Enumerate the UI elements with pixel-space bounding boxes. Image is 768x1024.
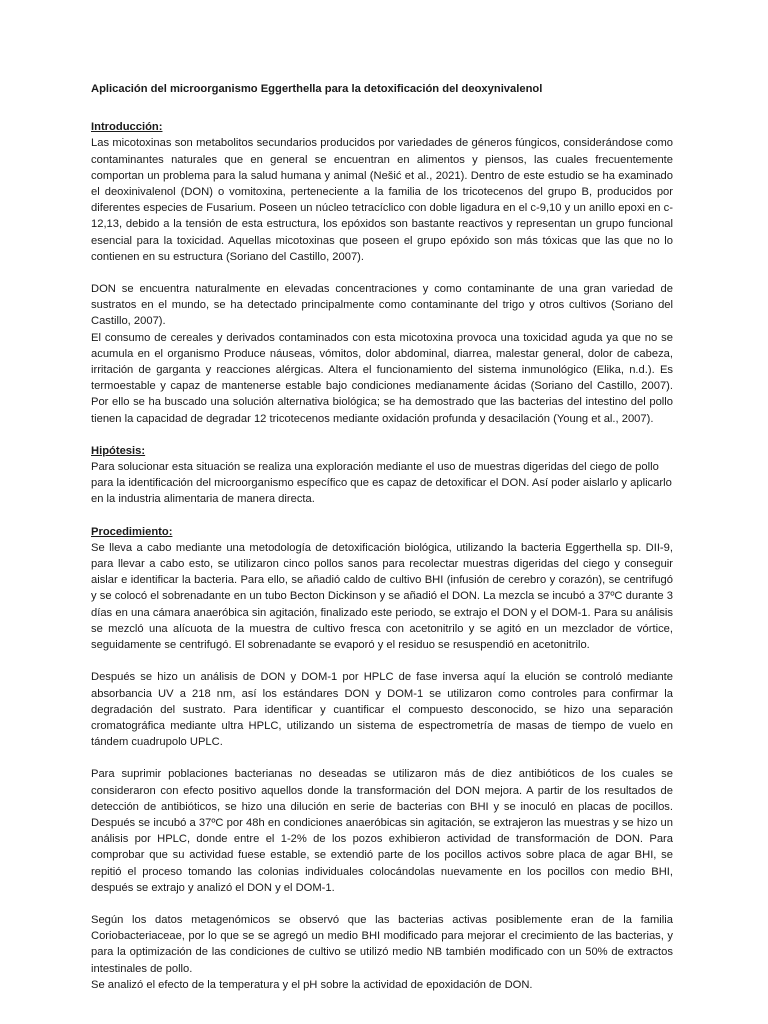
document-title: Aplicación del microorganismo Eggerthella para la detoxificación del deoxynivalenol [91, 83, 543, 95]
paragraph: Las micotoxinas son metabolitos secundarios producidos por variedades de géneros fúngicos, considerándose como contaminantes naturales que en general se encuentran en alimentos y piensos, las cuales frecuentemente comportan un problema para la salud humana y animal (Nešić et al., 2021). Dentro de este estudio se ha examinado el deoxinivalenol (DON) o vomitoxina, perteneciente a la familia de los tricotecenos del grupo B, producidos por diferentes especies de Fusarium. Poseen un núcleo tetracíclico con doble ligadura en el c-9,10 y un anillo epoxi en c-12,13, debido a la tensión de esta estructura, los epóxidos son bastante reactivos y representan un grupo funcional esencial para la toxicidad. Aquellas micotoxinas que poseen el grupo epóxido son más tóxicas que las que no lo contienen en su estructura (Soriano del Castillo, 2007). [91, 137, 673, 263]
paragraph: DON se encuentra naturalmente en elevadas concentraciones y como contaminante de una gran variedad de sustratos en el mundo, se ha detectado principalmente como contaminante del trigo y otros cultivos (Soriano del Castillo, 2007). [91, 283, 673, 328]
paragraph: Después se hizo un análisis de DON y DOM-1 por HPLC de fase inversa aquí la elución se controló mediante absorbancia UV a 218 nm, así los estándares DON y DOM-1 se utilizaron como controles para confirmar la degradación del sustrato. Para identificar y cuantificar el compuesto desconocido, se hizo una separación cromatográfica mediante ultra HPLC, utilizando un sistema de espectrometría de masas de tiempo de vuelo en tándem cuadrupolo UPLC. [91, 671, 673, 749]
section-heading-procedimiento: Procedimiento: [91, 525, 173, 538]
paragraph: El consumo de cereales y derivados contaminados con esta micotoxina provoca una toxicidad aguda ya que no se acumula en el organismo Produce náuseas, vómitos, dolor abdominal, diarrea, malestar general, dolor de cabeza, irritación de garganta y reacciones alérgicas. Altera el funcionamiento del sistema inmunológico (Elika, n.d.). Es termoestable y capaz de mantenerse estable bajo condiciones medianamente ácidas (Soriano del Castillo, 2007). Por ello se ha buscado una solución alternativa biológica; se ha demostrado que las bacterias del intestino del pollo tienen la capacidad de degradar 12 tricotecenos mediante oxidación profunda y desacilación (Young et al., 2007). [91, 331, 673, 425]
paragraph: Se analizó el efecto de la temperatura y el pH sobre la actividad de epoxidación de DON. [91, 978, 533, 991]
document-body [91, 81, 673, 993]
paragraph: Se lleva a cabo mediante una metodología de detoxificación biológica, utilizando la bacteria Eggerthella sp. DII-9, para llevar a cabo esto, se utilizaron cinco pollos sanos para recolectar muestras digeridas del ciego y conseguir aislar e identificar la bacteria. Para ello, se añadió caldo de cultivo BHI (infusión de cerebro y corazón), se centrifugó y se colocó el sobrenadante en un tubo Becton Dickinson y se añadió el DON. La mezcla se incubó a 37ºC durante 3 días en una cámara anaeróbica sin agitación, finalizado este periodo, se extrajo el DON y el DOM-1. Para su análisis se mezcló una alícuota de la muestra de cultivo fresca con acetonitrilo y se agitó en un mezclador de vórtice, seguidamente se centrifugó. El sobrenadante se evaporó y el residuo se resuspendió en acetonitrilo. [91, 541, 673, 652]
section-procedimiento [91, 524, 673, 993]
section-hipotesis [91, 443, 673, 508]
paragraph: Según los datos metagenómicos se observó que las bacterias activas posiblemente eran de la familia Coriobacteriaceae, por lo que se se agregó un medio BHI modificado para mejorar el crecimiento de las bacterias, y para la optimización de las condiciones de cultivo se utilizó medio NB también modificado con un 50% de extractos intestinales de pollo. [91, 913, 673, 975]
section-heading-introduccion: Introducción: [91, 121, 163, 134]
paragraph: Para solucionar esta situación se realiza una exploración mediante el uso de muestras digeridas del ciego de pollo para la identificación del microorganismo específico que es capaz de detoxificar el DON. Así poder aislarlo y aplicarlo en la industria alimentaria de manera directa. [91, 461, 672, 506]
paragraph: Para suprimir poblaciones bacterianas no deseadas se utilizaron más de diez antibióticos de los cuales se consideraron con efecto positivo aquellos donde la transformación del DON mejora. A partir de los resultados de detección de antibióticos, se hizo una dilución en serie de bacterias con BHI y se inoculó en placas de pocillos. Después se incubó a 37ºC por 48h en condiciones anaeróbicas sin agitación, se extrajeron las muestras y se hizo un análisis por HPLC, donde entre el 1-2% de los pozos exhibieron actividad de transformación de DON. Para comprobar que su actividad fuese estable, se extendió parte de los pocillos activos sobre placa de agar BHI, se repitió el proceso tomando las colonias individuales colocándolas nuevamente en los pocillos con medio BHI, después se extrajo y analizó el DON y el DOM-1. [91, 768, 673, 894]
section-heading-hipotesis: Hipótesis: [91, 444, 146, 457]
section-introduccion [91, 119, 673, 427]
